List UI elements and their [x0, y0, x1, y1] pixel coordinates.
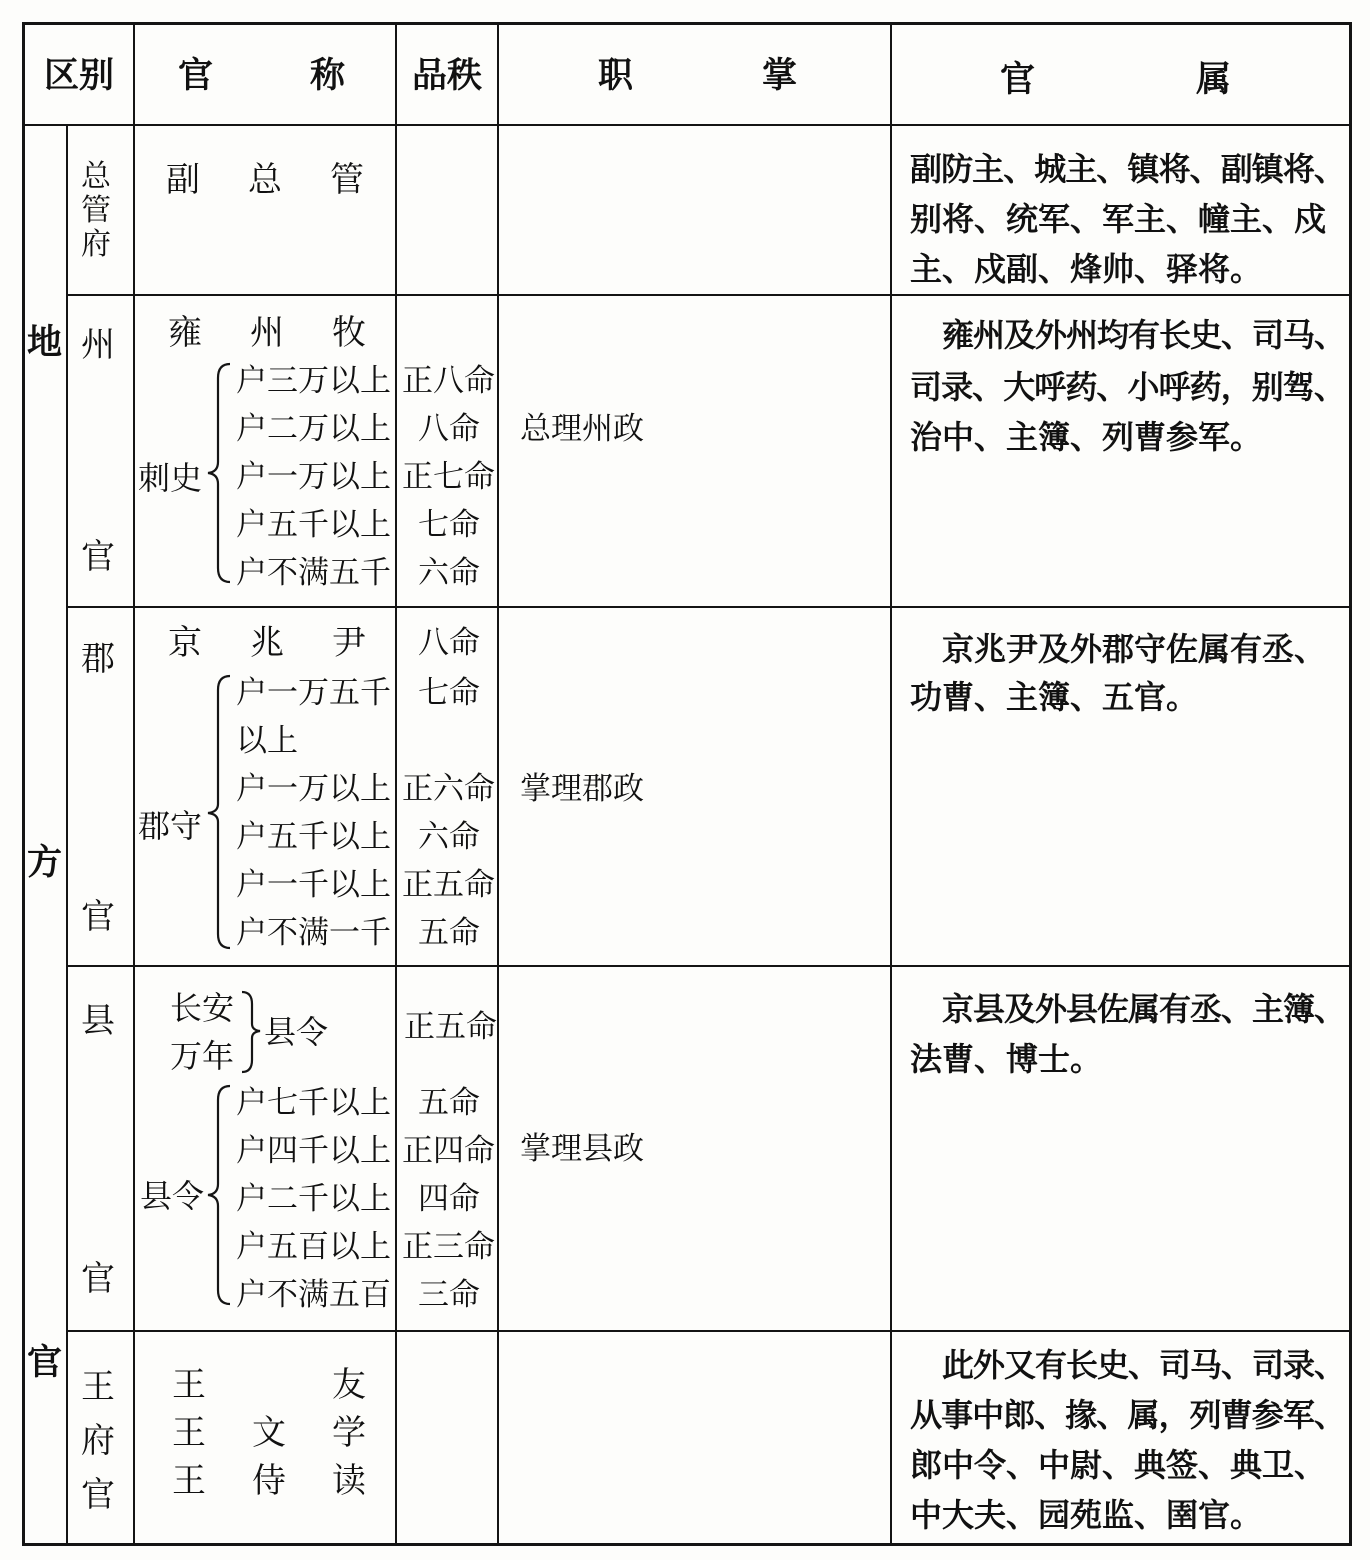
xian-tier-1-rank: 五命 [418, 1085, 480, 1121]
header-subordinates-char-1: 官 [1000, 59, 1036, 100]
zhou-group-title: 刺史 [138, 459, 203, 497]
col-divider-group [66, 124, 68, 1546]
jun-tier-4-cond: 户一千以上 [236, 867, 391, 903]
zhou-tier-4-cond: 户五千以上 [236, 507, 391, 543]
row-divider-2 [66, 606, 1352, 608]
jun-head-title-char-2: 兆 [250, 623, 284, 663]
zhou-tier-4-rank: 七命 [418, 507, 480, 543]
zhou-subordinates-line-3: 治中、主簿、列曹参军。 [910, 418, 1263, 456]
jun-head-title-char-1: 京 [168, 623, 202, 663]
xian-tier-2-cond: 户四千以上 [236, 1133, 391, 1169]
jun-label-bottom: 官 [81, 897, 115, 937]
jun-tier-2-rank: 正六命 [402, 771, 495, 807]
wangfu-title-3-char-2: 侍 [252, 1461, 286, 1501]
jun-head-title-char-3: 尹 [332, 623, 366, 663]
outer-border-bottom [22, 1543, 1352, 1546]
outer-border-top [22, 22, 1352, 25]
jun-subordinates-line-1: 京兆尹及外郡守佐属有丞、 [942, 630, 1327, 668]
section-label-zongguanfu: 总管府 [81, 159, 111, 262]
col-divider-duty [890, 22, 892, 1546]
jun-head-rank: 八命 [418, 625, 480, 661]
jun-tier-5-rank: 五命 [418, 915, 480, 951]
zongguanfu-title-char-2: 总 [248, 160, 282, 200]
xian-subordinates-line-1: 京县及外县佐属有丞、主簿、 [942, 990, 1346, 1028]
wangfu-title-1-char-1: 王 [172, 1365, 206, 1405]
jun-group-title: 郡守 [138, 807, 203, 845]
zhou-tier-1-cond: 户三万以上 [236, 363, 391, 399]
zhou-head-title-char-1: 雍 [168, 313, 202, 353]
wangfu-title-2-char-2: 文 [252, 1413, 286, 1453]
zhou-duty: 总理州政 [520, 411, 644, 447]
xian-capital-county-2: 万年 [170, 1037, 235, 1075]
outer-border-right [1349, 22, 1352, 1546]
zhou-tier-5-rank: 六命 [418, 555, 480, 591]
zhou-label-top: 州 [81, 325, 115, 365]
zongguanfu-subordinates-line-1: 副防主、城主、镇将、副镇将、 [910, 150, 1346, 188]
zhou-tier-1-rank: 正八命 [402, 363, 495, 399]
jun-tier-1-rank: 七命 [418, 675, 480, 711]
wangfu-label-char-3: 官 [81, 1475, 115, 1515]
zhou-head-title-char-2: 州 [250, 313, 284, 353]
xian-tier-5-rank: 三命 [418, 1277, 480, 1313]
jun-tier-1-cond-cont: 以上 [236, 723, 298, 759]
zongguanfu-subordinates-line-3: 主、戍副、烽帅、驿将。 [910, 250, 1263, 288]
outer-border-left [22, 22, 25, 1546]
header-subordinates-char-2: 属 [1196, 59, 1232, 100]
xian-duty: 掌理县政 [520, 1131, 644, 1167]
row-divider-3 [66, 965, 1352, 967]
jun-tier-4-rank: 正五命 [402, 867, 495, 903]
wangfu-label-char-2: 府 [81, 1421, 115, 1461]
xian-label-top: 县 [81, 1001, 115, 1041]
col-divider-rank [497, 22, 499, 1546]
zhou-tier-2-rank: 八命 [418, 411, 480, 447]
jun-duty: 掌理郡政 [520, 771, 644, 807]
wangfu-title-3-char-3: 读 [332, 1461, 366, 1501]
zongguanfu-title-char-1: 副 [166, 160, 200, 200]
header-title-char-2: 称 [310, 55, 346, 96]
zongguanfu-title-char-3: 管 [330, 160, 364, 200]
xian-subordinates-line-2: 法曹、博士。 [910, 1040, 1103, 1078]
xian-tier-2-rank: 正四命 [402, 1133, 495, 1169]
header-title-char-1: 官 [178, 55, 214, 96]
group-label-char-2: 方 [27, 842, 63, 883]
xian-capital-rank: 正五命 [404, 1009, 497, 1045]
xian-tier-4-cond: 户五百以上 [236, 1229, 391, 1265]
xian-tier-1-cond: 户七千以上 [236, 1085, 391, 1121]
zhou-tier-3-cond: 户一万以上 [236, 459, 391, 495]
wangfu-label-char-1: 王 [81, 1367, 115, 1407]
wangfu-title-3-char-1: 王 [172, 1461, 206, 1501]
jun-subordinates-line-2: 功曹、主簿、五官。 [910, 678, 1199, 716]
wangfu-subordinates-line-1: 此外又有长史、司马、司录、 [942, 1346, 1346, 1384]
xian-brace-icon [206, 1084, 236, 1306]
header-duty-char-1: 职 [598, 55, 634, 96]
zhou-brace-icon [206, 362, 236, 584]
zhou-head-title-char-3: 牧 [332, 313, 366, 353]
xian-tier-3-rank: 四命 [418, 1181, 480, 1217]
header-duty-char-2: 掌 [762, 55, 798, 96]
jun-tier-3-cond: 户五千以上 [236, 819, 391, 855]
wangfu-title-2-char-3: 学 [332, 1413, 366, 1453]
col-divider-title [395, 22, 397, 1546]
zhou-subordinates-line-1: 雍州及外州均有长史、司马、 [942, 316, 1346, 354]
zhou-subordinates-line-2: 司录、大呼药、小呼药，别驾、 [910, 368, 1346, 406]
jun-label-top: 郡 [81, 639, 115, 679]
xian-tier-4-rank: 正三命 [402, 1229, 495, 1265]
group-label-char-3: 官 [27, 1342, 63, 1383]
xian-group-title: 县令 [140, 1177, 205, 1215]
xian-tier-5-cond: 户不满五百 [236, 1277, 391, 1313]
jun-tier-1-cond: 户一万五千 [236, 675, 391, 711]
xian-tier-3-cond: 户二千以上 [236, 1181, 391, 1217]
wangfu-title-2-char-1: 王 [172, 1413, 206, 1453]
col-divider-category [133, 22, 135, 1546]
xian-label-bottom: 官 [81, 1259, 115, 1299]
header-rank: 品秩 [412, 55, 483, 96]
wangfu-subordinates-line-3: 郎中令、中尉、典签、典卫、 [910, 1446, 1327, 1484]
jun-tier-2-cond: 户一万以上 [236, 771, 391, 807]
jun-tier-5-cond: 户不满一千 [236, 915, 391, 951]
header-category: 区别 [44, 55, 115, 96]
wangfu-subordinates-line-4: 中大夫、园苑监、圉官。 [910, 1496, 1263, 1534]
row-divider-1 [66, 294, 1352, 296]
row-divider-4 [66, 1330, 1352, 1332]
wangfu-subordinates-line-2: 从事中郎、掾、属，列曹参军、 [910, 1396, 1346, 1434]
zhou-tier-2-cond: 户二万以上 [236, 411, 391, 447]
jun-tier-3-rank: 六命 [418, 819, 480, 855]
jun-brace-icon [206, 674, 236, 950]
xian-capital-brace-icon [238, 990, 262, 1074]
zongguanfu-subordinates-line-2: 别将、统军、军主、幢主、戍 [910, 200, 1327, 238]
xian-capital-title: 县令 [264, 1013, 329, 1051]
group-label-char-1: 地 [27, 322, 63, 363]
header-divider [22, 124, 1352, 126]
zhou-tier-5-cond: 户不满五千 [236, 555, 391, 591]
xian-capital-county-1: 长安 [170, 989, 235, 1027]
zhou-tier-3-rank: 正七命 [402, 459, 495, 495]
zhou-label-bottom: 官 [81, 537, 115, 577]
wangfu-title-1-char-3: 友 [332, 1365, 366, 1405]
